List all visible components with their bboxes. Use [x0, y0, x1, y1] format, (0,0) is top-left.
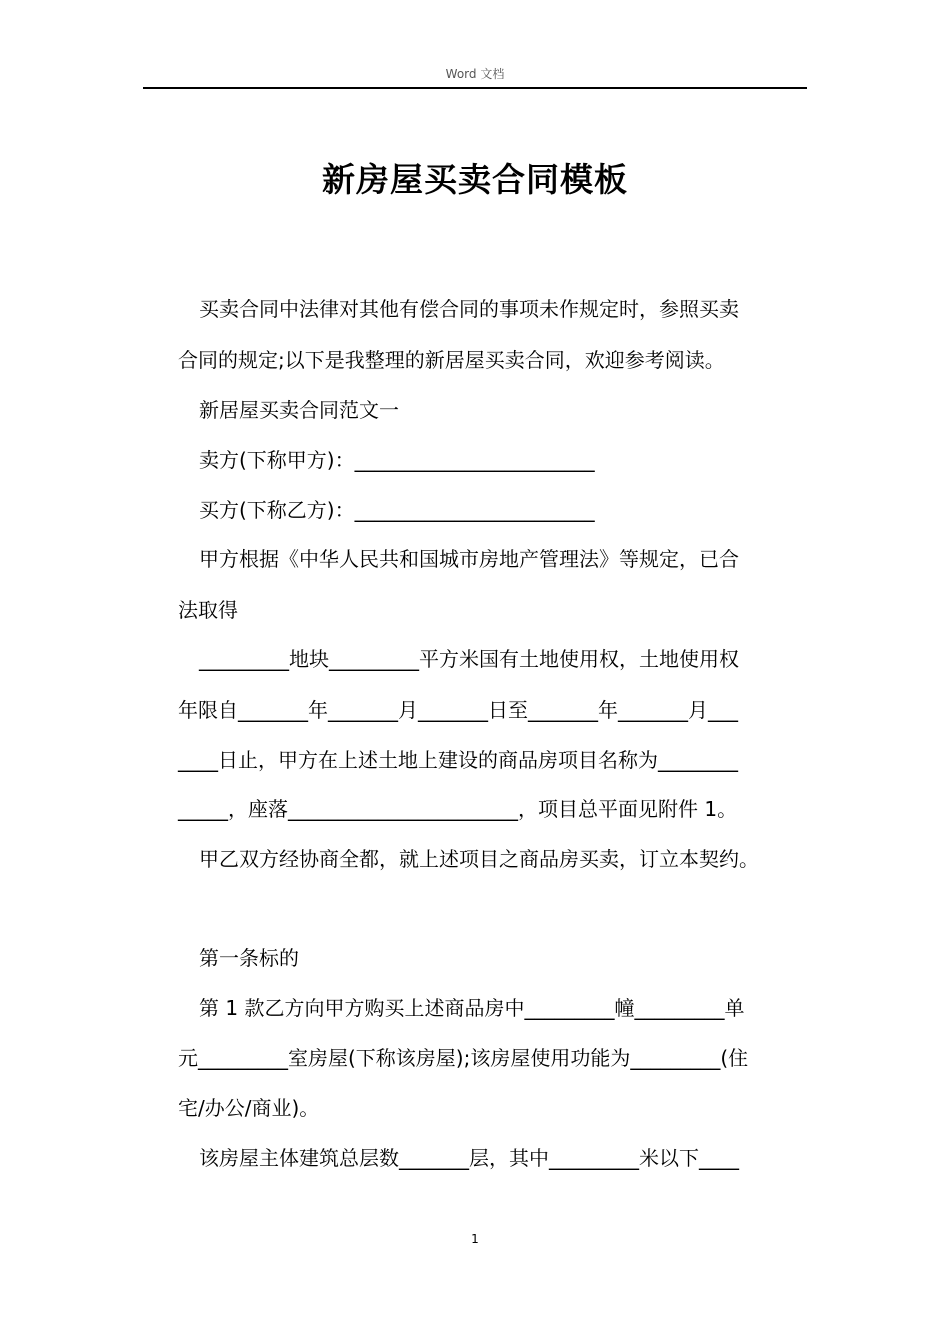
article-heading: 第一条标的 [199, 946, 299, 970]
body-line: 年限自_______年_______月_______日至_______年_______月___ [178, 698, 738, 722]
body-line: _____，座落_______________________，项目总平面见附件 1。 [178, 797, 738, 821]
header-divider [143, 87, 807, 89]
buyer-line: 买方(下称乙方)：________________________ [199, 498, 595, 522]
page-number: 1 [471, 1232, 479, 1246]
body-line: 该房屋主体建筑总层数_______层，其中_________米以下____ [199, 1146, 739, 1170]
document-title: 新房屋买卖合同模板 [322, 160, 628, 199]
body-line: 元_________室房屋(下称该房屋);该房屋使用功能为_________(住 [178, 1046, 749, 1070]
body-line: 买卖合同中法律对其他有偿合同的事项未作规定时，参照买卖 [199, 297, 739, 321]
body-line: 合同的规定;以下是我整理的新居屋买卖合同，欢迎参考阅读。 [178, 348, 725, 372]
body-line: 法取得 [178, 598, 238, 622]
page-header: Word 文档 [445, 67, 505, 81]
body-line: 第 1 款乙方向甲方购买上述商品房中_________幢_________单 [199, 996, 745, 1020]
body-line: _________地块_________平方米国有土地使用权，土地使用权 [199, 647, 739, 671]
body-line: 宅/办公/商业)。 [178, 1096, 320, 1120]
seller-line: 卖方(下称甲方)：________________________ [199, 448, 595, 472]
body-line: 甲乙双方经协商全都，就上述项目之商品房买卖，订立本契约。 [199, 847, 759, 871]
section-heading: 新居屋买卖合同范文一 [199, 398, 399, 422]
body-line: ____日止，甲方在上述土地上建设的商品房项目名称为________ [178, 748, 738, 772]
body-line: 甲方根据《中华人民共和国城市房地产管理法》等规定，已合 [199, 547, 739, 571]
